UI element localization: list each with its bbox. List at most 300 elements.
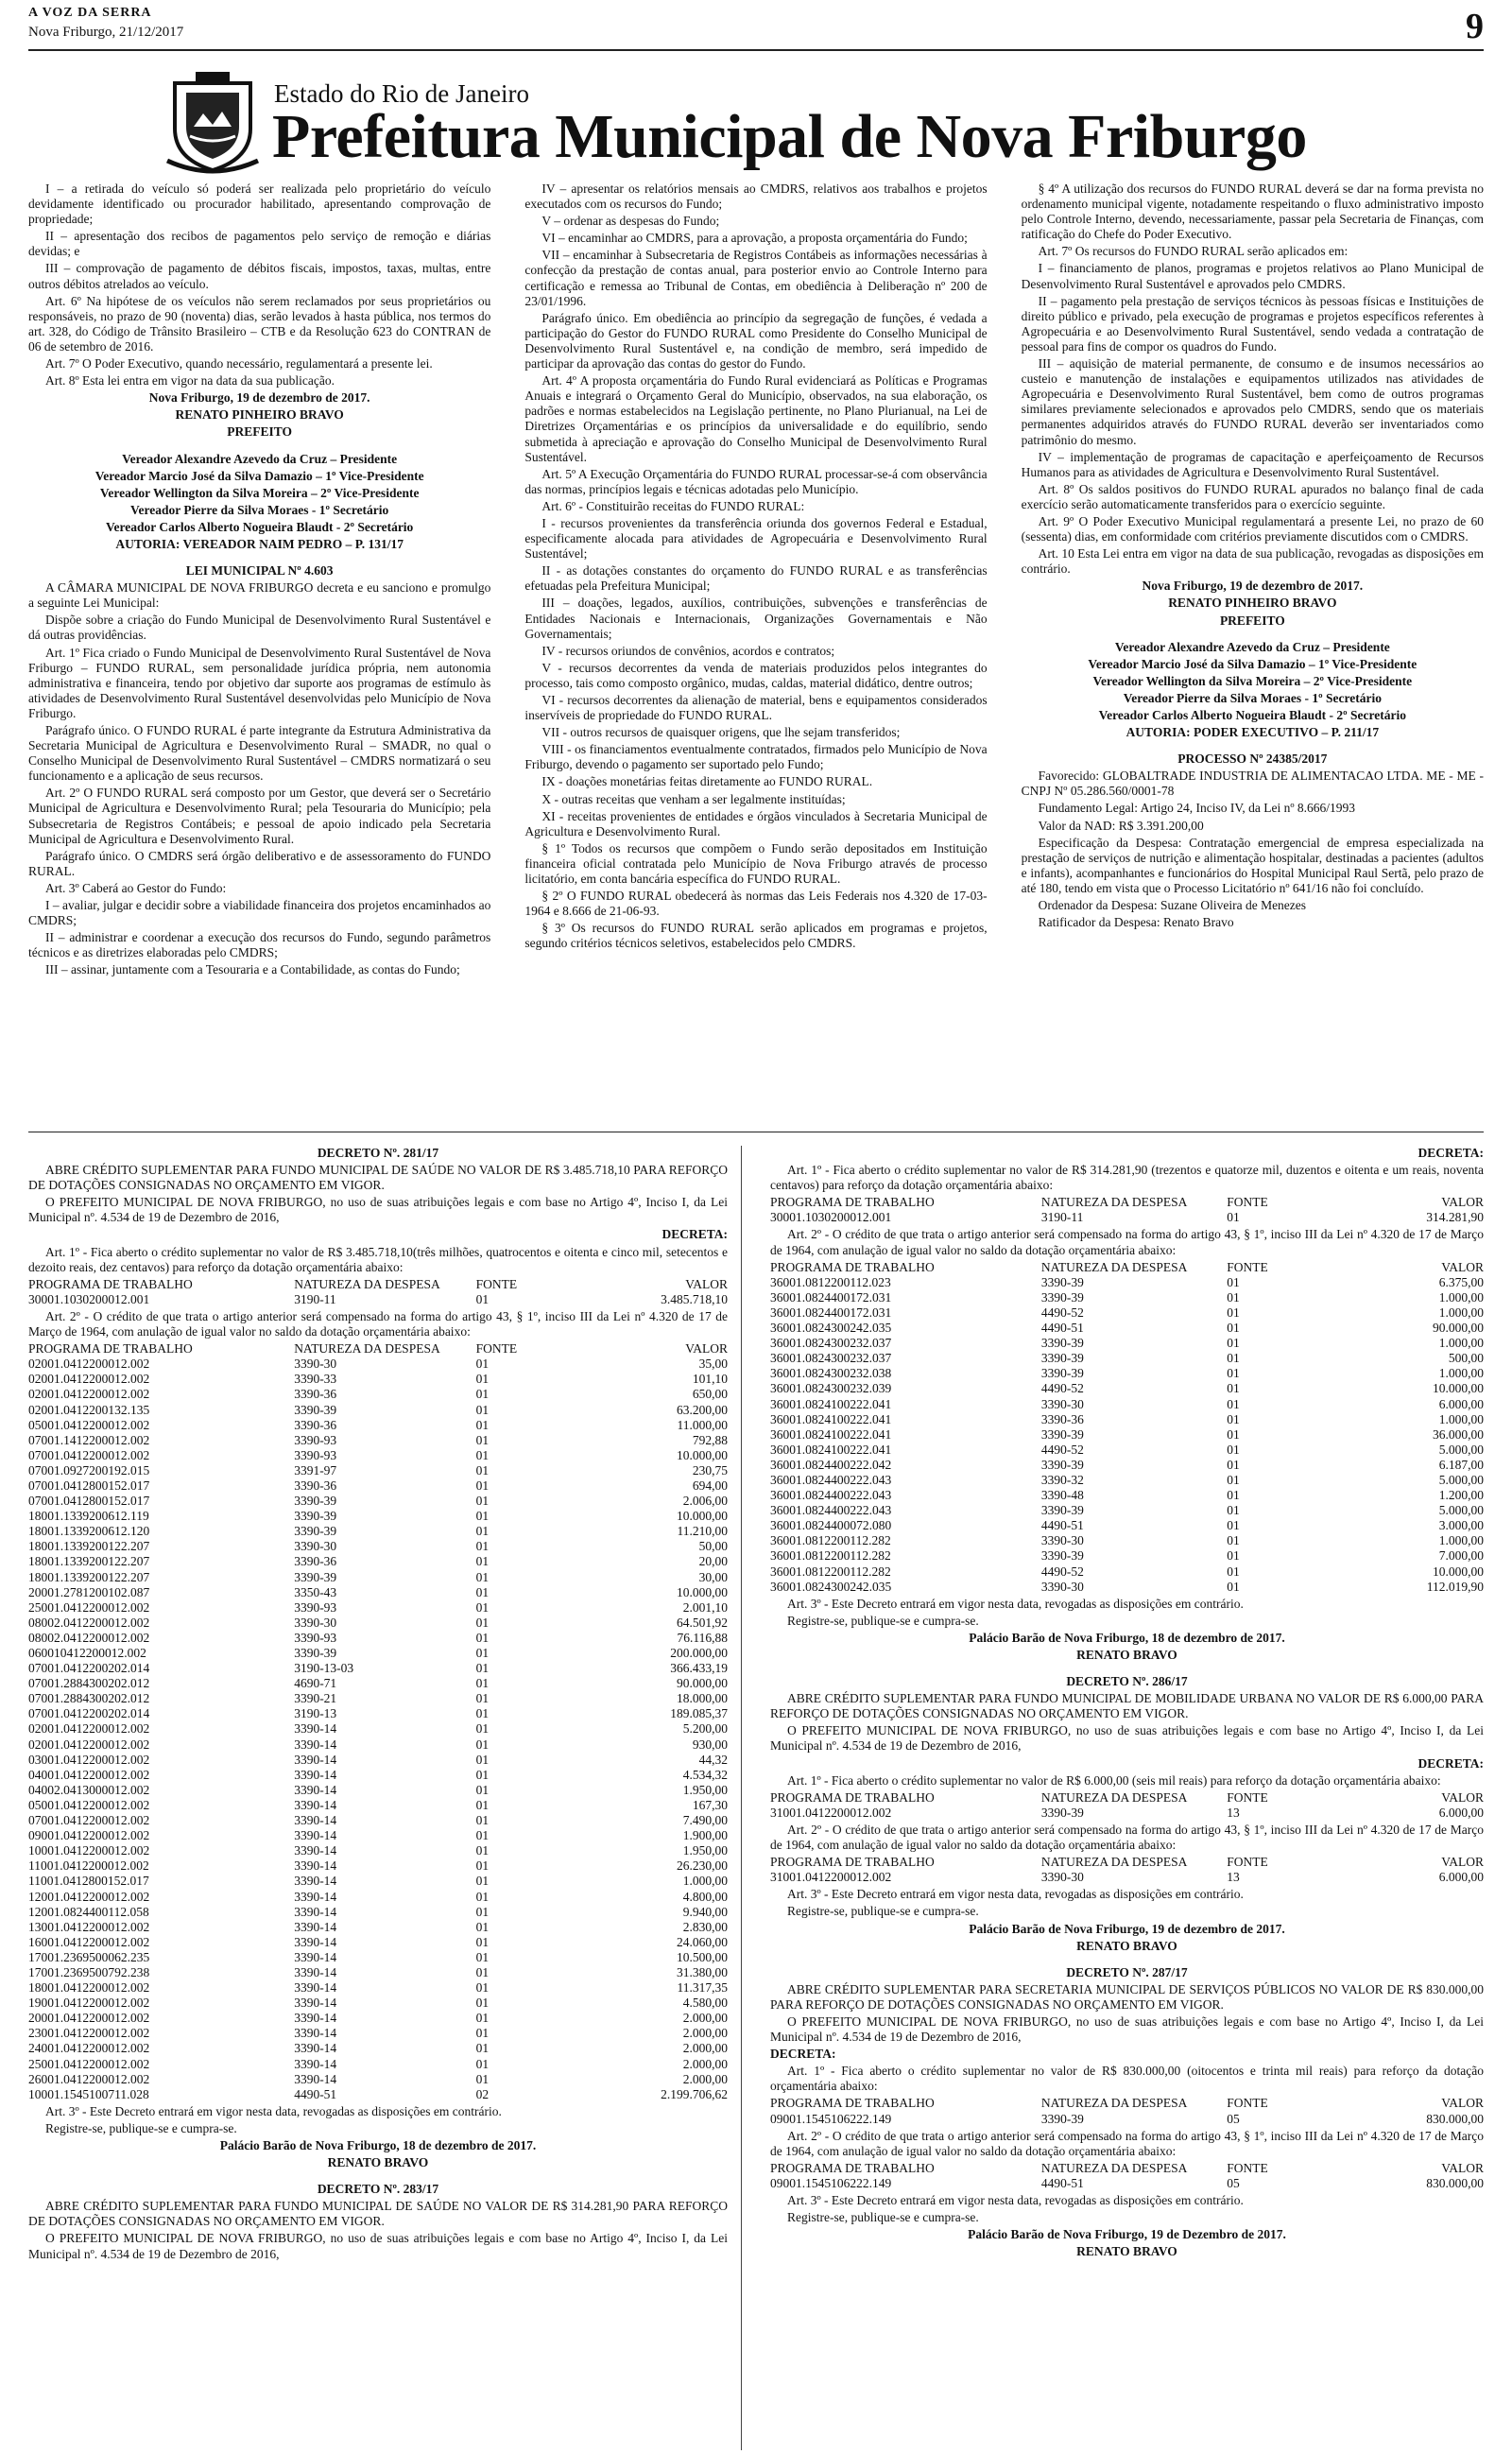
table-cell: 01 — [475, 1478, 490, 1493]
table-cell: 3390-14 — [294, 1934, 337, 1949]
table-cell: 07001.0927200192.015 — [28, 1462, 150, 1478]
paragraph: Fundamento Legal: Artigo 24, Inciso IV, da Lei nº 8.666/1993 — [1038, 801, 1356, 816]
paragraph: Art. 6º - Constituirão receitas do FUNDO RURAL: — [541, 498, 805, 513]
table-cell: 01 — [475, 1919, 490, 1934]
table-cell: 30,00 — [698, 1569, 728, 1584]
table-cell: 3390-14 — [294, 1813, 337, 1828]
paragraph: Art. 7º O Poder Executivo, quando necessário, regulamentará a presente lei. — [45, 356, 433, 372]
table-cell: 4490-52 — [1040, 1564, 1084, 1579]
table-cell: 01 — [475, 1494, 490, 1509]
table-cell: 07001.2884300202.012 — [28, 1691, 150, 1706]
table-cell: 01 — [475, 1387, 490, 1402]
table-cell: 12001.0412200012.002 — [28, 1889, 150, 1904]
table-cell: 3390-39 — [1040, 1274, 1084, 1289]
table-row — [770, 1412, 1484, 1427]
table-cell: 90.000,00 — [1433, 1321, 1484, 1336]
table-cell: 366.433,19 — [670, 1661, 728, 1676]
table-cell: 6.000,00 — [1438, 1805, 1484, 1820]
table-cell: 2.006,00 — [682, 1494, 728, 1509]
paragraph: Art. 1º - Fica aberto o crédito suplementar no valor de R$ 3.485.718,10(três milhões, quatrocentos e oitenta e cinco mil, setecentos e dezoito reais, dez centavos) para reforço da dotação orçamentária abaixo: — [28, 1244, 728, 1274]
table-cell: 3390-14 — [294, 1980, 337, 1996]
table-cell: 09001.0412200012.002 — [28, 1828, 150, 1843]
table-cell: 4490-52 — [1040, 1305, 1084, 1320]
table-row — [770, 2112, 1484, 2127]
paragraph: II – pagamento pela prestação de serviços técnicos às pessoas físicas e Instituições de direito público e privado, pela execução de programas e projetos específicos referentes à Agropecuária e ao Desenvolvimento Rural Sustentável, sendo vedada a contratação de pessoal para fins de compor os quadros do Fundo. — [1021, 293, 1484, 354]
table-cell: 36001.0824100222.041 — [770, 1411, 892, 1426]
table-cell: 10001.0412200012.002 — [28, 1843, 150, 1858]
table-cell: 01 — [1227, 1321, 1240, 1336]
table-cell: 3390-32 — [1040, 1472, 1084, 1487]
table-cell: PROGRAMA DE TRABALHO — [770, 1259, 935, 1274]
table-cell: VALOR — [1441, 2096, 1484, 2111]
paragraph: Art. 1º Fica criado o Fundo Municipal de Desenvolvimento Rural Sustentável de Nova Friburgo – FUNDO RURAL, sem personalidade jurídica própria, nem autonomia administrativa e financeira, tendo por objetivo dar suporte aos programas de estímulo às atividades de Desenvolvimento Rural Sustentável desenvolvidas pelo Município de Nova Friburgo. — [28, 645, 491, 720]
table-cell: 18001.1339200122.207 — [28, 1569, 150, 1584]
signature-date: Nova Friburgo, 19 de dezembro de 2017. — [1142, 579, 1364, 594]
table-cell: 07001.0412200202.014 — [28, 1661, 150, 1676]
table-row — [28, 1539, 728, 1554]
table-cell: 36001.0824100222.041 — [770, 1442, 892, 1457]
paragraph: II - as dotações constantes do orçamento do FUNDO RURAL e as transferências efetuadas pela Prefeitura Municipal; — [524, 563, 988, 594]
table-cell: 3190-13 — [294, 1706, 337, 1721]
table-cell: 3390-93 — [294, 1432, 337, 1447]
table-cell: 1.000,00 — [1438, 1289, 1484, 1305]
table-cell: VALOR — [1441, 1195, 1484, 1210]
paragraph: Art. 3º Caberá ao Gestor do Fundo: — [45, 880, 227, 895]
table-row — [28, 1631, 728, 1646]
table-cell: 01 — [1227, 1289, 1240, 1305]
budget-table — [770, 2161, 1484, 2191]
table-row — [28, 1554, 728, 1569]
table-cell: 03001.0412200012.002 — [28, 1752, 150, 1767]
table-cell: 09001.1545106222.149 — [770, 2111, 892, 2126]
table-cell: PROGRAMA DE TRABALHO — [770, 1195, 935, 1210]
table-cell: 07001.0412800152.017 — [28, 1494, 150, 1509]
table-cell: 31001.0412200012.002 — [770, 1805, 892, 1820]
table-cell: 6.000,00 — [1438, 1870, 1484, 1885]
table-row — [770, 1321, 1484, 1336]
table-row — [770, 1806, 1484, 1821]
table-cell: 3390-93 — [294, 1599, 337, 1615]
table-cell: 01 — [1227, 1366, 1240, 1381]
table-cell: 64.501,92 — [677, 1615, 728, 1630]
table-row — [28, 1753, 728, 1768]
signature-date: Palácio Barão de Nova Friburgo, 18 de dezembro de 2017. — [219, 2138, 537, 2152]
table-cell: 4690-71 — [294, 1676, 337, 1691]
table-cell: VALOR — [1441, 2160, 1484, 2175]
paragraph: Registre-se, publique-se e cumpra-se. — [787, 1904, 979, 1919]
table-cell: 01 — [475, 1858, 490, 1874]
table-row — [28, 1996, 728, 2011]
table-cell: 1.200,00 — [1438, 1488, 1484, 1503]
table-cell: 3390-36 — [1040, 1411, 1084, 1426]
table-cell: 10.000,00 — [1433, 1381, 1484, 1396]
paragraph: Art. 2º - O crédito de que trata o artigo anterior será compensado na forma do artigo 43, § 1º, inciso III da Lei nº 4.320 de 17 de Março de 1964, com anulação de igual valor no saldo da dotação orçamentária abaixo: — [28, 1308, 728, 1339]
table-cell: 02 — [475, 2086, 490, 2101]
table-cell: 9.940,00 — [682, 1904, 728, 1919]
table-cell: 2.000,00 — [682, 2041, 728, 2056]
table-cell: 1.000,00 — [1438, 1336, 1484, 1351]
table-row — [28, 1768, 728, 1783]
table-row — [28, 2057, 728, 2072]
decree-title: DECRETO Nº. 286/17 — [1066, 1674, 1188, 1689]
table-row — [28, 1570, 728, 1585]
signature-name: RENATO BRAVO — [327, 2155, 429, 2170]
table-cell: 6.375,00 — [1438, 1274, 1484, 1289]
table-cell: 44,32 — [698, 1752, 728, 1767]
table-cell: 3390-36 — [294, 1554, 337, 1569]
paragraph: ABRE CRÉDITO SUPLEMENTAR PARA FUNDO MUNICIPAL DE SAÚDE NO VALOR DE R$ 3.485.718,10 PARA REFORÇO DE DOTAÇÕES CONSIGNADAS NO ORÇAMENTO EM VIGOR. — [28, 1163, 728, 1193]
table-cell: FONTE — [1227, 2160, 1268, 2175]
paragraph: Art. 4º A proposta orçamentária do Fundo Rural evidenciará as Políticas e Programas Anuais e integrará o Orçamento Geral do Município, observados, na sua elaboração, os padrões e normas estabelecidos na Legislação pertinente, no Plano Plurianual, na Lei de Diretrizes Orçamentárias e os princípios da universalidade e do equilíbrio, sendo submetida à apreciação e aprovação do Conselho Municipal de Desenvolvimento Rural Sustentável. — [524, 373, 988, 464]
table-cell: 11001.0412800152.017 — [28, 1874, 149, 1889]
table-cell: PROGRAMA DE TRABALHO — [28, 1276, 193, 1291]
table-cell: 3390-14 — [294, 1889, 337, 1904]
table-cell: 3390-39 — [294, 1524, 337, 1539]
table-row — [770, 1366, 1484, 1381]
paragraph: Especificação da Despesa: Contratação emergencial de empresa especializada na prestação de serviços de nutrição e alimentação hospitalar, destinadas a pacientes (adultos e infants), acompanhantes e funcionários do Hospital Municipal Raul Sertã, pelo prazo de até 180, tendo em vista que o Processo Licitatório nº 641/16 não foi concluído. — [1021, 835, 1484, 895]
table-cell: 25001.0412200012.002 — [28, 2056, 150, 2071]
table-cell: 36.000,00 — [1433, 1426, 1484, 1442]
table-cell: 3390-36 — [294, 1387, 337, 1402]
paragraph: ABRE CRÉDITO SUPLEMENTAR PARA SECRETARIA MUNICIPAL DE SERVIÇOS PÚBLICOS NO VALOR DE R$ 830.000,00 PARA REFORÇO DE DOTAÇÕES CONSIGNADAS NO ORÇAMENTO EM VIGOR. — [770, 1981, 1484, 2012]
table-cell: 230,75 — [692, 1462, 728, 1478]
signature-date: Palácio Barão de Nova Friburgo, 18 de dezembro de 2017. — [969, 1630, 1285, 1645]
table-cell: 04001.0412200012.002 — [28, 1767, 150, 1782]
table-cell: VALOR — [1441, 1259, 1484, 1274]
councilor-signature: Vereador Marcio José da Silva Damazio – 1º Vice-Presidente — [1088, 656, 1418, 671]
authorship-line: AUTORIA: PODER EXECUTIVO – P. 211/17 — [1125, 725, 1380, 740]
table-cell: 500,00 — [1448, 1351, 1484, 1366]
paragraph: Favorecido: GLOBALTRADE INDUSTRIA DE ALIMENTACAO LTDA. ME - ME - CNPJ Nº 05.286.560/0001-78 — [1021, 769, 1484, 799]
councilor-signature: Vereador Marcio José da Silva Damazio – 1º Vice-Presidente — [94, 468, 424, 483]
paragraph: I – a retirada do veículo só poderá ser realizada pelo proprietário do veículo devidamente identificado ou procurador habilitado, apresentando comprovação de propriedade; — [28, 181, 491, 227]
paragraph: VI - recursos decorrentes da alienação de material, bens e equipamentos considerados inservíveis de propriedade do FUNDO RURAL. — [524, 693, 988, 723]
table-cell: 02001.0412200012.002 — [28, 1372, 150, 1387]
table-row — [28, 2072, 728, 2087]
table-cell: 01 — [475, 1737, 490, 1752]
table-header-row — [28, 1277, 728, 1292]
paragraph: Art. 5º A Execução Orçamentária do FUNDO RURAL processar-se-á com observância das normas, princípios legais e técnicas adotadas pelo Município. — [524, 466, 988, 496]
paragraph: III – aquisição de material permanente, de consumo e de insumos necessários ao custeio e manutenção de instalações e equipamentos utilizados nas atividades de Agropecuária e Desenvolvimento Rural Sustentável, bem como de outros programas similares previamente selecionados e aprovados pelo CMDRS, sendo que os materiais permanentes adquiridos através do FUNDO RURAL deverão ser inventariados como patrimônio do mesmo. — [1021, 356, 1484, 447]
table-cell: 2.001,10 — [682, 1599, 728, 1615]
councilor-signature: Vereador Carlos Alberto Nogueira Blaudt - 2º Secretário — [1098, 708, 1406, 722]
table-cell: FONTE — [475, 1341, 518, 1357]
table-cell: 3390-14 — [294, 1874, 337, 1889]
table-cell: 20001.0412200012.002 — [28, 2011, 150, 2026]
table-cell: 36001.0824300242.035 — [770, 1321, 892, 1336]
table-cell: 3390-39 — [294, 1402, 337, 1417]
table-cell: 01 — [1227, 1488, 1240, 1503]
table-cell: 3390-14 — [294, 2011, 337, 2026]
table-cell: 6.000,00 — [1438, 1396, 1484, 1411]
table-cell: 11.210,00 — [677, 1524, 728, 1539]
table-cell: 07001.2884300202.012 — [28, 1676, 150, 1691]
table-cell: 4.800,00 — [682, 1889, 728, 1904]
masthead — [28, 51, 1484, 181]
table-cell: 5.000,00 — [1438, 1472, 1484, 1487]
table-cell: NATUREZA DA DESPESA — [1040, 1195, 1188, 1210]
table-row — [28, 1843, 728, 1858]
table-cell: 3390-30 — [1040, 1870, 1084, 1885]
table-cell: 01 — [1227, 1548, 1240, 1564]
councilor-signature: Vereador Carlos Alberto Nogueira Blaudt - 2º Secretário — [106, 519, 414, 534]
table-row — [770, 1336, 1484, 1351]
decree-title: DECRETO Nº. 287/17 — [1066, 1964, 1188, 1979]
paragraph: Parágrafo único. O CMDRS será órgão deliberativo e de assessoramento do FUNDO RURAL. — [28, 848, 491, 878]
table-cell: 05001.0412200012.002 — [28, 1417, 150, 1432]
table-cell: 3390-39 — [1040, 1289, 1084, 1305]
councilor-signature: Vereador Wellington da Silva Moreira – 2º Vice-Presidente — [1092, 673, 1413, 688]
table-cell: 830.000,00 — [1426, 2175, 1484, 2190]
table-cell: 01 — [475, 1843, 490, 1858]
table-cell: 3.485.718,10 — [661, 1291, 728, 1306]
table-cell: 01 — [475, 1767, 490, 1782]
table-cell: 3190-13-03 — [294, 1661, 354, 1676]
table-cell: PROGRAMA DE TRABALHO — [770, 2096, 935, 2111]
table-cell: 3390-14 — [294, 1828, 337, 1843]
table-cell: 01 — [475, 1661, 490, 1676]
table-cell: 31.380,00 — [677, 1964, 728, 1979]
table-cell: 01 — [1227, 1426, 1240, 1442]
signature-name: RENATO BRAVO — [1076, 1648, 1177, 1662]
table-cell: 76.116,88 — [677, 1630, 728, 1645]
budget-table — [28, 1277, 728, 1307]
table-cell: 4.580,00 — [682, 1996, 728, 2011]
table-cell: 10.500,00 — [677, 1949, 728, 1964]
table-cell: 01 — [475, 2026, 490, 2041]
table-row — [28, 1798, 728, 1813]
paragraph: § 1º Todos os recursos que compõem o Fundo serão depositados em Instituição financeira oficial contratada pelo Município de Nova Friburgo através de processo licitatório, em conta bancária específica do FUNDO RURAL. — [524, 840, 988, 887]
column-2 — [524, 181, 987, 1132]
lower-decrees — [28, 1132, 1484, 2450]
table-cell: 3390-39 — [294, 1646, 337, 1660]
table-row — [28, 1980, 728, 1996]
table-cell: 2.000,00 — [682, 2056, 728, 2071]
table-cell: PROGRAMA DE TRABALHO — [28, 1341, 193, 1357]
table-row — [770, 1427, 1484, 1443]
table-cell: 01 — [475, 1964, 490, 1979]
table-cell: 36001.0824400172.031 — [770, 1305, 892, 1320]
paragraph: IV – implementação de programas de capacitação e aperfeiçoamento de Recursos Humanos para as atividades de Agricultura e Desenvolvimento Rural Sustentável. — [1021, 449, 1484, 479]
decrees-right-column — [770, 1146, 1484, 2450]
table-cell: 01 — [475, 1357, 490, 1372]
table-row — [770, 1290, 1484, 1305]
table-row — [770, 1473, 1484, 1488]
paragraph: Parágrafo único. O FUNDO RURAL é parte integrante da Estrutura Administrativa da Secretaria Municipal de Agricultura e Desenvolvimento Rural – SMADR, no qual o Conselho Municipal de Desenvolvimento Rural Sustentável – CMDRS normatizará o seu funcionamento e a aplicação de seus recursos. — [28, 723, 491, 784]
table-cell: 3390-14 — [294, 1721, 337, 1737]
column-3 — [1022, 181, 1484, 1132]
paragraph: II – apresentação dos recibos de pagamentos pelo serviço de remoção e diárias devidas; e — [28, 229, 491, 259]
table-cell: 3390-14 — [294, 2071, 337, 2086]
table-row — [770, 1458, 1484, 1473]
table-row — [28, 1292, 728, 1307]
table-cell: 07001.0412800152.017 — [28, 1478, 150, 1493]
mayor-title: PREFEITO — [227, 424, 293, 440]
table-cell: 36001.0824300232.038 — [770, 1366, 892, 1381]
paragraph: O PREFEITO MUNICIPAL DE NOVA FRIBURGO, no uso de suas atribuições legais e com base no Artigo 4º, Inciso I, da Lei Municipal nº. 4.534 de 19 de Dezembro de 2016, — [28, 2231, 728, 2261]
table-row — [770, 1518, 1484, 1533]
paragraph: Art. 3º - Este Decreto entrará em vigor nesta data, revogadas as disposições em contrário. — [45, 2103, 502, 2118]
table-cell: NATUREZA DA DESPESA — [294, 1341, 440, 1357]
table-cell: 01 — [475, 1980, 490, 1996]
table-cell: 3390-14 — [294, 2056, 337, 2071]
table-cell: FONTE — [475, 1276, 518, 1291]
table-cell: 36001.0824100222.041 — [770, 1426, 892, 1442]
table-cell: 3390-14 — [294, 1737, 337, 1752]
table-cell: 650,00 — [692, 1387, 728, 1402]
table-cell: 36001.0824300242.035 — [770, 1579, 892, 1594]
table-cell: 20,00 — [698, 1554, 728, 1569]
table-cell: 01 — [475, 2056, 490, 2071]
table-cell: 1.950,00 — [682, 1843, 728, 1858]
table-cell: 36001.0824300232.037 — [770, 1336, 892, 1351]
paragraph: Art. 9º O Poder Executivo Municipal regulamentará a presente Lei, no prazo de 60 (sessenta) dias, em conformidade com critérios previamente discutidos com o CMDRS. — [1021, 513, 1484, 544]
table-cell: 01 — [475, 1996, 490, 2011]
table-cell: 3390-14 — [294, 1843, 337, 1858]
table-cell: 24001.0412200012.002 — [28, 2041, 150, 2056]
table-row — [28, 1463, 728, 1478]
table-cell: 18001.1339200122.207 — [28, 1539, 150, 1554]
table-cell: 18001.0412200012.002 — [28, 1980, 150, 1996]
authorship-line: AUTORIA: VEREADOR NAIM PEDRO – P. 131/17 — [115, 536, 404, 551]
decree-keyword: DECRETA: — [1418, 1755, 1484, 1771]
table-row — [28, 1691, 728, 1706]
table-cell: 2.000,00 — [682, 2026, 728, 2041]
table-row — [770, 1443, 1484, 1458]
table-cell: PROGRAMA DE TRABALHO — [770, 2160, 935, 2175]
table-cell: NATUREZA DA DESPESA — [1040, 2160, 1188, 2175]
table-cell: 35,00 — [698, 1357, 728, 1372]
councilor-signature: Vereador Wellington da Silva Moreira – 2º Vice-Presidente — [99, 485, 420, 500]
paragraph: Art. 6º Na hipótese de os veículos não serem reclamados por seus proprietários ou responsáveis, no prazo de 90 (noventa) dias, serão levados à hasta pública, nos termos do art. 328, do Código de Trânsito Brasileiro – CTB e da Resolução 623 do CONTRAN de 06 de setembro de 2016. — [28, 293, 491, 354]
table-cell: 01 — [475, 1949, 490, 1964]
table-row — [28, 1813, 728, 1828]
budget-table — [770, 1855, 1484, 1885]
table-cell: 930,00 — [692, 1737, 728, 1752]
table-cell: 01 — [1227, 1533, 1240, 1548]
paragraph: § 2º O FUNDO RURAL obedecerá às normas das Leis Federais nos 4.320 de 17-03-1964 e 8.666 de 21-06-93. — [524, 889, 988, 919]
table-cell: PROGRAMA DE TRABALHO — [770, 1789, 935, 1805]
table-cell: 11.317,35 — [677, 1980, 728, 1996]
table-cell: 01 — [1227, 1274, 1240, 1289]
table-cell: 3390-39 — [1040, 2111, 1084, 2126]
paragraph: Dispõe sobre a criação do Fundo Municipal de Desenvolvimento Rural Sustentável e dá outras providências. — [28, 613, 491, 643]
table-cell: 3390-14 — [294, 2026, 337, 2041]
paragraph: III – doações, legados, auxílios, contribuições, subvenções e transferências de Entidades Nacionais e Internacionais, Organizações Governamentais e Não Governamentais; — [524, 596, 988, 641]
table-row — [770, 1870, 1484, 1885]
table-cell: 01 — [475, 1782, 490, 1797]
table-row — [28, 1935, 728, 1950]
table-cell: 3390-21 — [294, 1691, 337, 1706]
table-cell: 01 — [475, 1630, 490, 1645]
table-cell: 24.060,00 — [677, 1934, 728, 1949]
table-cell: VALOR — [1441, 1855, 1484, 1870]
table-row — [28, 1874, 728, 1889]
table-row — [28, 2011, 728, 2026]
table-row — [770, 1381, 1484, 1396]
table-cell: 1.000,00 — [1438, 1411, 1484, 1426]
table-cell: 01 — [475, 1417, 490, 1432]
table-cell: 01 — [1227, 1381, 1240, 1396]
table-cell: 01 — [475, 1889, 490, 1904]
table-cell: 01 — [475, 1462, 490, 1478]
table-cell: 3390-33 — [294, 1372, 337, 1387]
table-cell: 08002.0412200012.002 — [28, 1630, 150, 1645]
table-cell: VALOR — [685, 1276, 728, 1291]
councilor-signature: Vereador Pierre da Silva Moraes - 1º Secretário — [1123, 690, 1382, 705]
table-cell: 17001.2369500062.235 — [28, 1949, 150, 1964]
table-cell: NATUREZA DA DESPESA — [294, 1276, 440, 1291]
table-cell: 01 — [475, 2071, 490, 2086]
paragraph: III – assinar, juntamente com a Tesouraria e a Contabilidade, as contas do Fundo; — [45, 962, 460, 977]
mayor-name: RENATO PINHEIRO BRAVO — [175, 407, 344, 423]
table-row — [28, 1387, 728, 1402]
table-header-row — [770, 1790, 1484, 1806]
table-cell: 01 — [475, 1691, 490, 1706]
table-cell: 02001.0412200132.135 — [28, 1402, 150, 1417]
table-cell: 08002.0412200012.002 — [28, 1615, 150, 1630]
table-cell: 20001.2781200102.087 — [28, 1584, 150, 1599]
table-cell: 3390-39 — [1040, 1351, 1084, 1366]
table-cell: 3390-36 — [294, 1417, 337, 1432]
table-cell: 36001.0824400072.080 — [770, 1518, 892, 1533]
table-cell: 3390-14 — [294, 2041, 337, 2056]
table-cell: 101,10 — [692, 1372, 728, 1387]
paragraph: V – ordenar as despesas do Fundo; — [541, 214, 720, 229]
table-cell: 3390-39 — [294, 1569, 337, 1584]
table-cell: 4490-51 — [1040, 1518, 1084, 1533]
table-cell: 3390-30 — [294, 1357, 337, 1372]
councilor-signature: Vereador Alexandre Azevedo da Cruz – Presidente — [122, 451, 398, 466]
table-cell: 3190-11 — [294, 1291, 336, 1306]
budget-table — [770, 1790, 1484, 1821]
paragraph: X - outras receitas que venham a ser legalmente instituídas; — [541, 791, 846, 806]
coat-of-arms-icon — [165, 70, 260, 174]
table-cell: 04002.0413000012.002 — [28, 1782, 150, 1797]
table-cell: 01 — [475, 1554, 490, 1569]
paragraph: O PREFEITO MUNICIPAL DE NOVA FRIBURGO, no uso de suas atribuições legais e com base no Artigo 4º, Inciso I, da Lei Municipal nº. 4.534 de 19 de Dezembro de 2016, — [770, 2013, 1484, 2045]
table-cell: 7.000,00 — [1438, 1548, 1484, 1564]
table-cell: VALOR — [685, 1341, 728, 1357]
table-cell: 3390-36 — [294, 1478, 337, 1493]
paragraph: II – administrar e coordenar a execução dos recursos do Fundo, segundo parâmetros técnicos e as diretrizes elaboradas pelo CMDRS; — [28, 930, 491, 960]
paragraph: VII - outros recursos de quaisquer origens, que lhe sejam transferidos; — [541, 725, 901, 740]
table-cell: 3390-14 — [294, 1767, 337, 1782]
table-row — [28, 1950, 728, 1965]
table-cell: 02001.0412200012.002 — [28, 1357, 150, 1372]
table-row — [770, 1580, 1484, 1595]
signature-name: RENATO BRAVO — [1076, 1938, 1177, 1953]
table-row — [28, 2041, 728, 2056]
table-cell: 3390-30 — [1040, 1396, 1084, 1411]
table-cell: 36001.0824300232.039 — [770, 1381, 892, 1396]
table-cell: 50,00 — [698, 1539, 728, 1554]
paragraph: Art. 10 Esta Lei entra em vigor na data de sua publicação, revogadas as disposições em contrário. — [1021, 546, 1484, 577]
upper-articles — [28, 181, 1484, 1132]
table-row — [28, 1448, 728, 1463]
paragraph: O PREFEITO MUNICIPAL DE NOVA FRIBURGO, no uso de suas atribuições legais e com base no Artigo 4º, Inciso I, da Lei Municipal nº. 4.534 de 19 de Dezembro de 2016, — [770, 1723, 1484, 1754]
table-cell: 1.000,00 — [1438, 1305, 1484, 1320]
table-cell: 07001.0412200012.002 — [28, 1447, 150, 1462]
paragraph: Registre-se, publique-se e cumpra-se. — [787, 2210, 979, 2225]
table-cell: 1.000,00 — [1438, 1366, 1484, 1381]
table-row — [28, 1890, 728, 1905]
table-cell: 01 — [1227, 1411, 1240, 1426]
table-cell: 36001.0824400222.043 — [770, 1472, 892, 1487]
table-cell: 01 — [475, 1828, 490, 1843]
table-cell: 01 — [1227, 1351, 1240, 1366]
table-row — [28, 1509, 728, 1524]
